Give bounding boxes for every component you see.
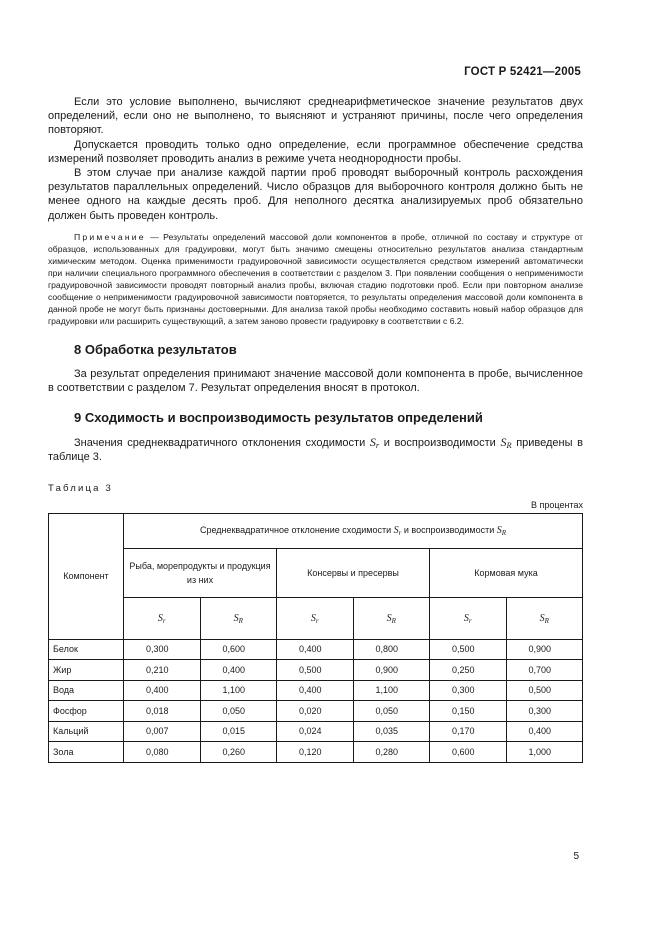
table-row: Белок 0,300 0,600 0,400 0,800 0,500 0,900 xyxy=(49,639,583,660)
document-header: ГОСТ Р 52421—2005 xyxy=(464,66,581,78)
page-content xyxy=(48,95,583,763)
table-row: Зола 0,080 0,260 0,120 0,280 0,600 1,000 xyxy=(49,742,583,763)
table-units: В процентах xyxy=(531,499,583,510)
sR-header: $S_R$ xyxy=(353,598,430,640)
section-9-text: Значения среднеквадратичного отклонения сходимости $S_r$ и воспроизводимости $S_R$ приведены в таблице 3. xyxy=(48,435,584,464)
group-header: Кормовая мука xyxy=(430,548,583,598)
sR-header: $S_R$ xyxy=(200,598,277,640)
paragraph: Если это условие выполнено, вычисляют среднеарифметическое значение результатов двух определений, если оно не выполнено, то выясняют и устраняют причины, после чего определения повторяют. xyxy=(48,96,583,137)
table-row: Жир 0,210 0,400 0,500 0,900 0,250 0,700 xyxy=(49,660,583,681)
span-header: Среднеквадратичное отклонение сходимости $S_r$ и воспроизводимости $S_R$ xyxy=(124,513,583,548)
note-text: — Результаты определений массовой доли компонентов в пробе, отличной по составу и структуре от образцов, использованных для градуировки, могут быть значимо смещены относительно результатов анализа стандартным химическим методом. Оценка применимости градуировочной зависимости осуществляется средством измерений автоматически при наличии специального программного обеспечения в соответствии с разделом 3. При появлении сообщения о неприменимости градуировочной зависимости проводят повторный анализ пробы, включая стадию подготовки проб. Если при повторном анализе сообщение о неприменимости градуировочной зависимости повторяется, то результаты определения массовой доли компонента в данной пробе не могут быть признаны достоверными. Для анализа такой пробы необходимо составить новый набор образцов для градуировки или расширить существующий, а затем заново провести градуировку в соответствии с 6.2. xyxy=(48,231,583,326)
data-table xyxy=(48,513,583,763)
section-8-title: 8 Обработка результатов xyxy=(74,341,237,357)
group-header: Рыба, морепродукты и продукция из них xyxy=(124,548,277,598)
section-8-text: За результат определения принимают значение массовой доли компонента в пробе, вычисленное в соответствии с разделом 7. Результат определения вносят в протокол. xyxy=(48,367,583,395)
paragraph: Допускается проводить только одно определение, если программное обеспечение средства измерений позволяет проводить анализ в режиме учета неоднородности пробы. xyxy=(48,138,583,165)
table-row: Кальций 0,007 0,015 0,024 0,035 0,170 0,400 xyxy=(49,721,583,742)
page-number: 5 xyxy=(573,851,579,862)
table-row: Вода 0,400 1,100 0,400 1,100 0,300 0,500 xyxy=(49,680,583,701)
section-9-title: 9 Сходимость и воспроизводимость результатов определений xyxy=(74,410,483,426)
note-paragraph xyxy=(48,231,583,327)
sr-header: $S_r$ xyxy=(277,598,354,640)
group-header: Консервы и пресервы xyxy=(277,548,430,598)
sR-header: $S_R$ xyxy=(506,598,583,640)
paragraph: В этом случае при анализе каждой партии проб проводят выборочный контроль расхождения результатов параллельных определений. Число образцов для выборочного контроля должно быть не менее одного на каждые десять проб. Для неполного десятка анализируемых проб обязательно должен быть проведен контроль. xyxy=(48,167,583,222)
sr-header: $S_r$ xyxy=(430,598,507,640)
table-row: Фосфор 0,018 0,050 0,020 0,050 0,150 0,300 xyxy=(49,701,583,722)
table-caption: Таблица 3 xyxy=(48,482,113,494)
sr-header: $S_r$ xyxy=(124,598,201,640)
component-header: Компонент xyxy=(49,513,124,639)
note-label: Примечание xyxy=(74,231,146,242)
